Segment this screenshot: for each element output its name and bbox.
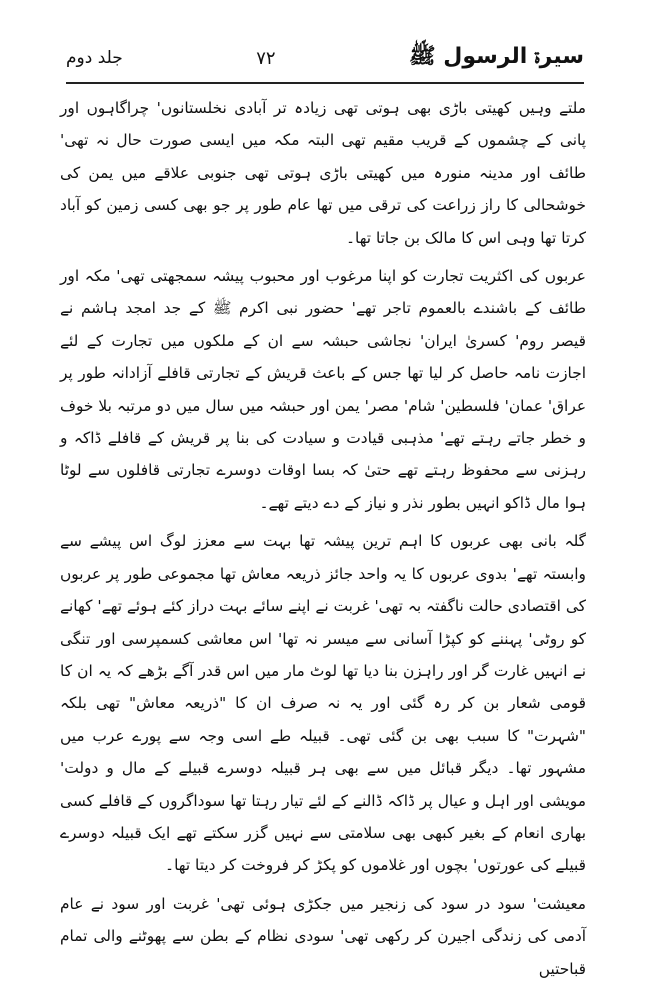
volume-label: جلد دوم bbox=[66, 48, 123, 68]
page-body bbox=[60, 92, 586, 978]
header-rule bbox=[66, 82, 584, 84]
paragraph: گلہ بانی بھی عربوں کا اہم ترین پیشہ تھا بہت سے معزز لوگ اس پیشے سے وابستہ تھے' بدوی عربوں کا یہ واحد جائز ذریعہ معاش تھا مجموعی طور پر عربوں کی اقتصادی حالت ناگفتہ بہ تھی' غربت نے اپنے سائے بہت دراز کئے ہوئے تھے' کھانے کو روٹی' پہننے کو کپڑا آسانی سے میسر نہ تھا' اس معاشی کسمپرسی اور تنگی نے انہیں غارت گر اور راہزن بنا دیا تھا لوٹ مار میں اس قدر آگے بڑھے کہ یہ ان کا قومی شعار بن کر رہ گئی اور یہ نہ صرف ان کا "ذریعہ معاش" تھی بلکہ "شہرت" کا سبب بھی بن گئی تھی۔ قبیلہ طے اسی وجہ سے پورے عرب میں مشہور تھا۔ دیگر قبائل میں سے بھی ہر قبیلہ دوسرے قبیلے کے مال و دولت' مویشی اور اہل و عیال پر ڈاکہ ڈالنے کے لئے تیار رہتا تھا سوداگروں کے قافلے کسی بھاری انعام کے بغیر کبھی بھی سلامتی سے نہیں گزر سکتے تھے ایک قبیلہ دوسرے قبیلے کی عورتوں' بچوں اور غلاموں کو پکڑ کر فروخت کر دیتا تھا۔ bbox=[60, 532, 586, 875]
paragraph: عربوں کی اکثریت تجارت کو اپنا مرغوب اور محبوب پیشہ سمجھتی تھی' مکہ اور طائف کے باشندے بالعموم تاجر تھے' حضور نبی اکرم ﷺ کے جد امجد ہاشم نے قیصر روم' کسریٰ ایران' نجاشی حبشہ سے ان کے ملکوں میں تجارت کے لئے اجازت نامہ حاصل کر لیا تھا جس کے باعث قریش کے تجارتی قافلے آزادانہ طور پر عراق' عمان' فلسطین' شام' مصر' یمن اور حبشہ میں سال میں دو مرتبہ بلا خوف و خطر جاتے رہتے تھے' مذہبی قیادت و سیادت کی بنا پر قریش کے قافلے ڈاکہ و رہزنی سے محفوظ رہتے تھے حتیٰ کہ بسا اوقات دوسرے تجارتی قافلوں سے لوٹا ہوا مال ڈاکو انہیں بطور نذر و نیاز کے دے دیتے تھے۔ bbox=[60, 267, 586, 512]
page-header bbox=[66, 38, 584, 78]
paragraph: ملتے وہیں کھیتی باڑی بھی ہوتی تھی زیادہ تر آبادی نخلستانوں' چراگاہوں اور پانی کے چشموں کے قریب مقیم تھی البتہ مکہ میں ایسی صورت حال نہ تھی' طائف اور مدینہ منورہ میں کھیتی باڑی ہوتی تھی جنوبی علاقے میں یمن کی خوشحالی کا راز زراعت کی ترقی میں تھا عام طور پر جو بھی کسی زمین کو آباد کرتا تھا وہی اس کا مالک بن جاتا تھا۔ bbox=[60, 99, 586, 247]
page-number: ۷۲ bbox=[256, 47, 276, 69]
book-title: سیرۃ الرسول ﷺ bbox=[409, 44, 584, 69]
paragraph: معیشت' سود در سود کی زنجیر میں جکڑی ہوئی تھی' غربت اور سود نے عام آدمی کی زندگی اجیرن کر رکھی تھی' سودی نظام کے بطن سے پھوٹنے والی تمام قباحتیں bbox=[60, 894, 586, 978]
